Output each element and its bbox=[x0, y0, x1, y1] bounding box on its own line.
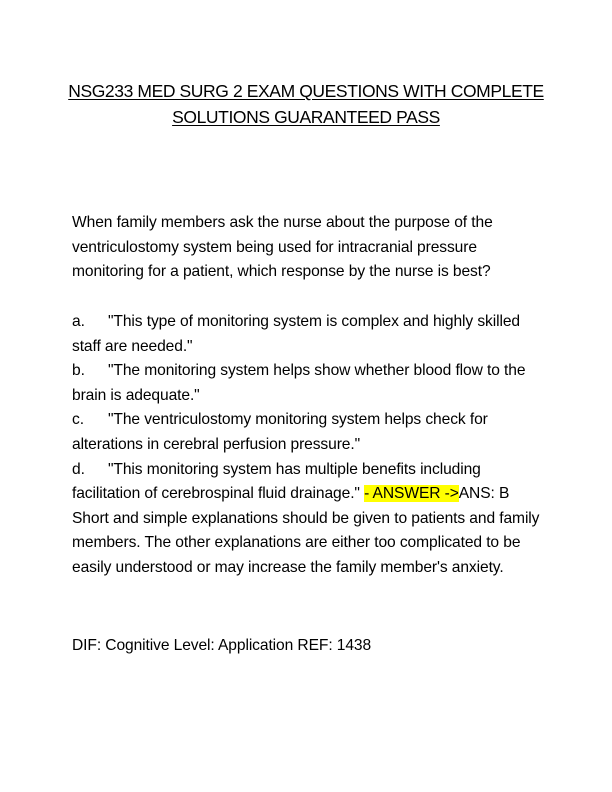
option-text: "The monitoring system helps show whether blood flow to the brain is adequate." bbox=[72, 362, 526, 404]
option-b bbox=[72, 359, 547, 408]
option-letter: d. bbox=[72, 460, 85, 478]
option-d bbox=[72, 458, 547, 581]
question-text: When family members ask the nurse about the purpose of the ventriculostomy system being used for intracranial pressure monitoring for a patient, which response by the nurse is best? bbox=[72, 214, 493, 281]
option-letter: b. bbox=[72, 362, 85, 380]
dif-reference-line: DIF: Cognitive Level: Application REF: 1438 bbox=[72, 637, 372, 654]
option-text: "This monitoring system has multiple benefits including facilitation of cerebrospinal fluid drainage." bbox=[72, 460, 481, 503]
option-letter: a. bbox=[72, 313, 85, 330]
option-text: "The ventriculostomy monitoring system helps check for alterations in cerebral perfusion pressure." bbox=[72, 411, 488, 453]
option-text: "This type of monitoring system is complex and highly skilled staff are needed." bbox=[72, 313, 520, 355]
answer-options bbox=[72, 310, 547, 581]
option-letter: c. bbox=[72, 411, 84, 429]
option-c bbox=[72, 408, 547, 457]
document-title: NSG233 MED SURG 2 EXAM QUESTIONS WITH COMPLETE SOLUTIONS GUARANTEED PASS bbox=[68, 81, 544, 127]
answer-marker-highlight: - ANSWER -> bbox=[364, 485, 459, 503]
answer-explanation: ANS: B Short and simple explanations should be given to patients and family members. The other explanations are either too complicated to be easily understood or may increase the family member's anxiety. bbox=[72, 485, 540, 576]
option-a bbox=[72, 310, 547, 359]
